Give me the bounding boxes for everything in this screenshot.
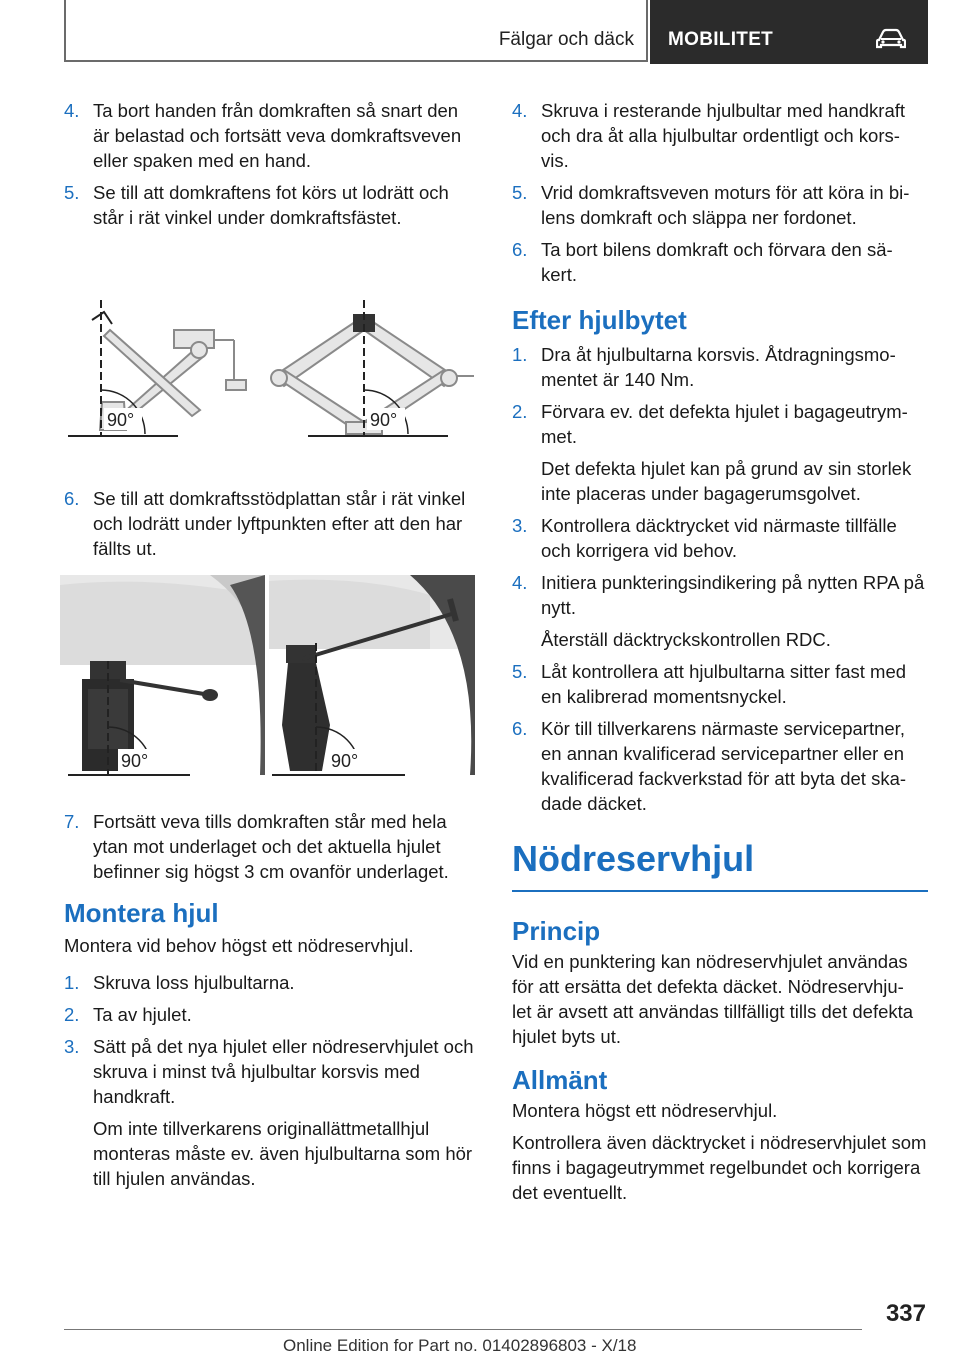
step-number: 6. bbox=[512, 718, 528, 739]
step-text: Ta bort handen från domkraften så snart den är belastad och fortsätt veva domkraftsveven eller spaken med en hand. bbox=[93, 100, 462, 171]
list-item bbox=[512, 237, 928, 287]
list-item bbox=[64, 1034, 478, 1109]
section-heading: Montera hjul bbox=[64, 898, 219, 928]
step-text: Se till att domkraftens fot körs ut lodrätt och står i rät vinkel under domkraftsfästet. bbox=[93, 182, 449, 228]
paragraph: Montera högst ett nödreservhjul. bbox=[512, 1100, 778, 1121]
step-text: Kör till tillverkarens närmaste servicepartner, en annan kvalificerad servicepartner eller en kvalificerad fackverkstad för att byta det ska- dade däcket. bbox=[541, 718, 907, 814]
list-item bbox=[512, 513, 928, 563]
step-number: 6. bbox=[64, 488, 80, 509]
step-text: Ta bort bilens domkraft och förvara den sä- kert. bbox=[541, 239, 893, 285]
list-item bbox=[64, 486, 478, 561]
list-item bbox=[512, 342, 928, 392]
section-heading: Efter hjulbytet bbox=[512, 305, 687, 335]
paragraph: Kontrollera även däcktrycket i nödreservhjulet som finns i bagageutrymmet regelbundet och korrigera det eventuellt. bbox=[512, 1132, 927, 1203]
step-number: 5. bbox=[512, 182, 528, 203]
step-number: 5. bbox=[512, 661, 528, 682]
step-text: Låt kontrollera att hjulbultarna sitter fast med en kalibrerad momentsnyckel. bbox=[541, 661, 907, 707]
step-number: 3. bbox=[64, 1036, 80, 1057]
section-tab bbox=[64, 0, 648, 62]
step-number: 2. bbox=[512, 401, 528, 422]
step-text: Förvara ev. det defekta hjulet i bagageutrym- met. bbox=[541, 401, 908, 447]
step-text: Initiera punkteringsindikering på nytten RPA på nytt. bbox=[541, 572, 925, 618]
left-step6 bbox=[64, 486, 478, 568]
left-column bbox=[64, 98, 478, 237]
step-number: 5. bbox=[64, 182, 80, 203]
list-item bbox=[64, 98, 478, 173]
list-item bbox=[512, 570, 928, 620]
angle-label: 90° bbox=[331, 751, 359, 771]
step-text: Skruva i resterande hjulbultar med handkraft och dra åt alla hjulbultar ordentligt och kors- vis. bbox=[541, 100, 906, 171]
step-text: Se till att domkraftsstödplattan står i rät vinkel och lodrätt under lyftpunkten efter att den har fällts ut. bbox=[93, 488, 466, 559]
step-note: Återställ däcktryckskontrollen RDC. bbox=[541, 629, 831, 650]
list-item bbox=[512, 659, 928, 709]
paragraph: Vid en punktering kan nödreservhjulet användas för att ersätta det defekta däcket. Nödreservhju- let är avsett att användas tillfälligt tills det defekta hjulet byts ut. bbox=[512, 951, 914, 1047]
jack-side-view bbox=[68, 330, 246, 436]
list-item bbox=[64, 809, 478, 884]
jack-photo-right bbox=[269, 575, 475, 775]
step-note: Om inte tillverkarens originallättmetallhjul monteras måste ev. även hjulbultarna som hör till hjulen användas. bbox=[93, 1118, 473, 1189]
step-text: Sätt på det nya hjulet eller nödreservhjulet och skruva i minst två hjulbultar korsvis med handkraft. bbox=[93, 1036, 474, 1107]
step-text: Vrid domkraftsveven moturs för att köra in bi- lens domkraft och släppa ner fordonet. bbox=[541, 182, 910, 228]
section-heading: Princip bbox=[512, 916, 601, 946]
angle-label: 90° bbox=[370, 410, 398, 430]
list-item bbox=[64, 1002, 478, 1027]
list-item bbox=[512, 98, 928, 173]
chapter-title: MOBILITET bbox=[668, 29, 774, 50]
page-header bbox=[64, 0, 928, 64]
step-number: 4. bbox=[512, 572, 528, 593]
step-number: 7. bbox=[64, 811, 80, 832]
heading-rule bbox=[512, 890, 928, 892]
jack-photo-left bbox=[60, 575, 265, 775]
list-item bbox=[64, 180, 478, 230]
step-text: Skruva loss hjulbultarna. bbox=[93, 972, 295, 993]
car-icon bbox=[876, 28, 906, 50]
list-item bbox=[64, 970, 478, 995]
section-heading: Allmänt bbox=[512, 1065, 608, 1095]
step-number: 1. bbox=[512, 344, 528, 365]
footer-divider bbox=[64, 1329, 862, 1330]
jack-angle-diagram bbox=[64, 290, 480, 450]
step-text: Kontrollera däcktrycket vid närmaste tillfälle och korrigera vid behov. bbox=[541, 515, 897, 561]
step-text: Dra åt hjulbultarna korsvis. Åtdragningsmo- mentet är 140 Nm. bbox=[541, 344, 896, 390]
list-item bbox=[512, 399, 928, 449]
angle-label: 90° bbox=[121, 751, 149, 771]
step-number: 4. bbox=[512, 100, 528, 121]
edition-note: Online Edition for Part no. 01402896803 - X/18 bbox=[283, 1336, 637, 1355]
step-number: 3. bbox=[512, 515, 528, 536]
right-column bbox=[512, 98, 928, 1212]
step-text: Ta av hjulet. bbox=[93, 1004, 192, 1025]
list-item bbox=[512, 180, 928, 230]
chapter-tab bbox=[650, 0, 928, 64]
step-note: Det defekta hjulet kan på grund av sin storlek inte placeras under bagagerumsgolvet. bbox=[541, 458, 912, 504]
paragraph: Montera vid behov högst ett nödreservhjul. bbox=[64, 935, 414, 956]
page-number: 337 bbox=[885, 1300, 926, 1327]
step-number: 4. bbox=[64, 100, 80, 121]
step-number: 6. bbox=[512, 239, 528, 260]
step-text: Fortsätt veva tills domkraften står med hela ytan mot underlaget och det aktuella hjulet befinner sig högst 3 cm ovanför underlaget. bbox=[93, 811, 449, 882]
jack-photo-figure bbox=[60, 575, 478, 781]
step-number: 2. bbox=[64, 1004, 80, 1025]
chapter-heading: Nödreservhjul bbox=[512, 838, 755, 879]
step-number: 1. bbox=[64, 972, 80, 993]
list-item bbox=[512, 716, 928, 816]
left-lower bbox=[64, 809, 478, 1198]
section-title: Fälgar och däck bbox=[498, 29, 634, 50]
angle-label: 90° bbox=[107, 410, 135, 430]
